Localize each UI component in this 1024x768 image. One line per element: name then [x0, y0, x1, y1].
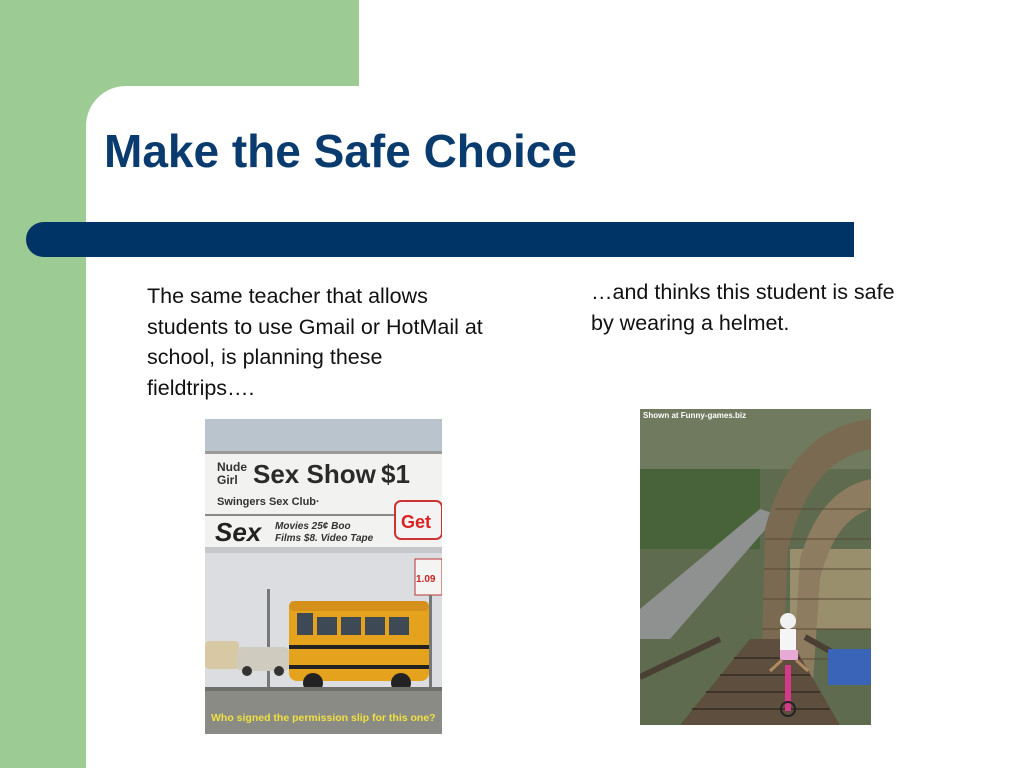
photo-caption-text: Who signed the permission slip for this one?: [211, 712, 436, 724]
side-sign-text: Get: [401, 512, 432, 532]
title-underline-bar: [26, 222, 854, 257]
school-bus-photo: [205, 419, 442, 734]
sign-movies-text: Movies 25¢ Boo: [275, 521, 351, 532]
side-price-text: 1.09: [416, 574, 436, 585]
left-caption-text: The same teacher that allows students to use Gmail or HotMail at school, is planning these fieldtrips….: [147, 284, 483, 400]
sign-headline-text: Sex Show: [253, 459, 376, 489]
photo-watermark-text: Shown at Funny-games.biz: [643, 411, 747, 420]
right-caption-text: …and thinks this student is safe by wearing a helmet.: [591, 280, 895, 335]
sign-big-text: Sex: [215, 517, 262, 547]
sign-girl-text: Girl: [217, 473, 238, 487]
roller-coaster-photo: [640, 409, 871, 725]
sign-club-text: Swingers Sex Club·: [217, 496, 320, 508]
sign-nude-text: Nude: [217, 460, 247, 474]
slide-title: Make the Safe Choice: [104, 125, 577, 177]
sign-price-text: $1: [381, 459, 410, 489]
sign-films-text: Films $8. Video Tape: [275, 533, 374, 544]
